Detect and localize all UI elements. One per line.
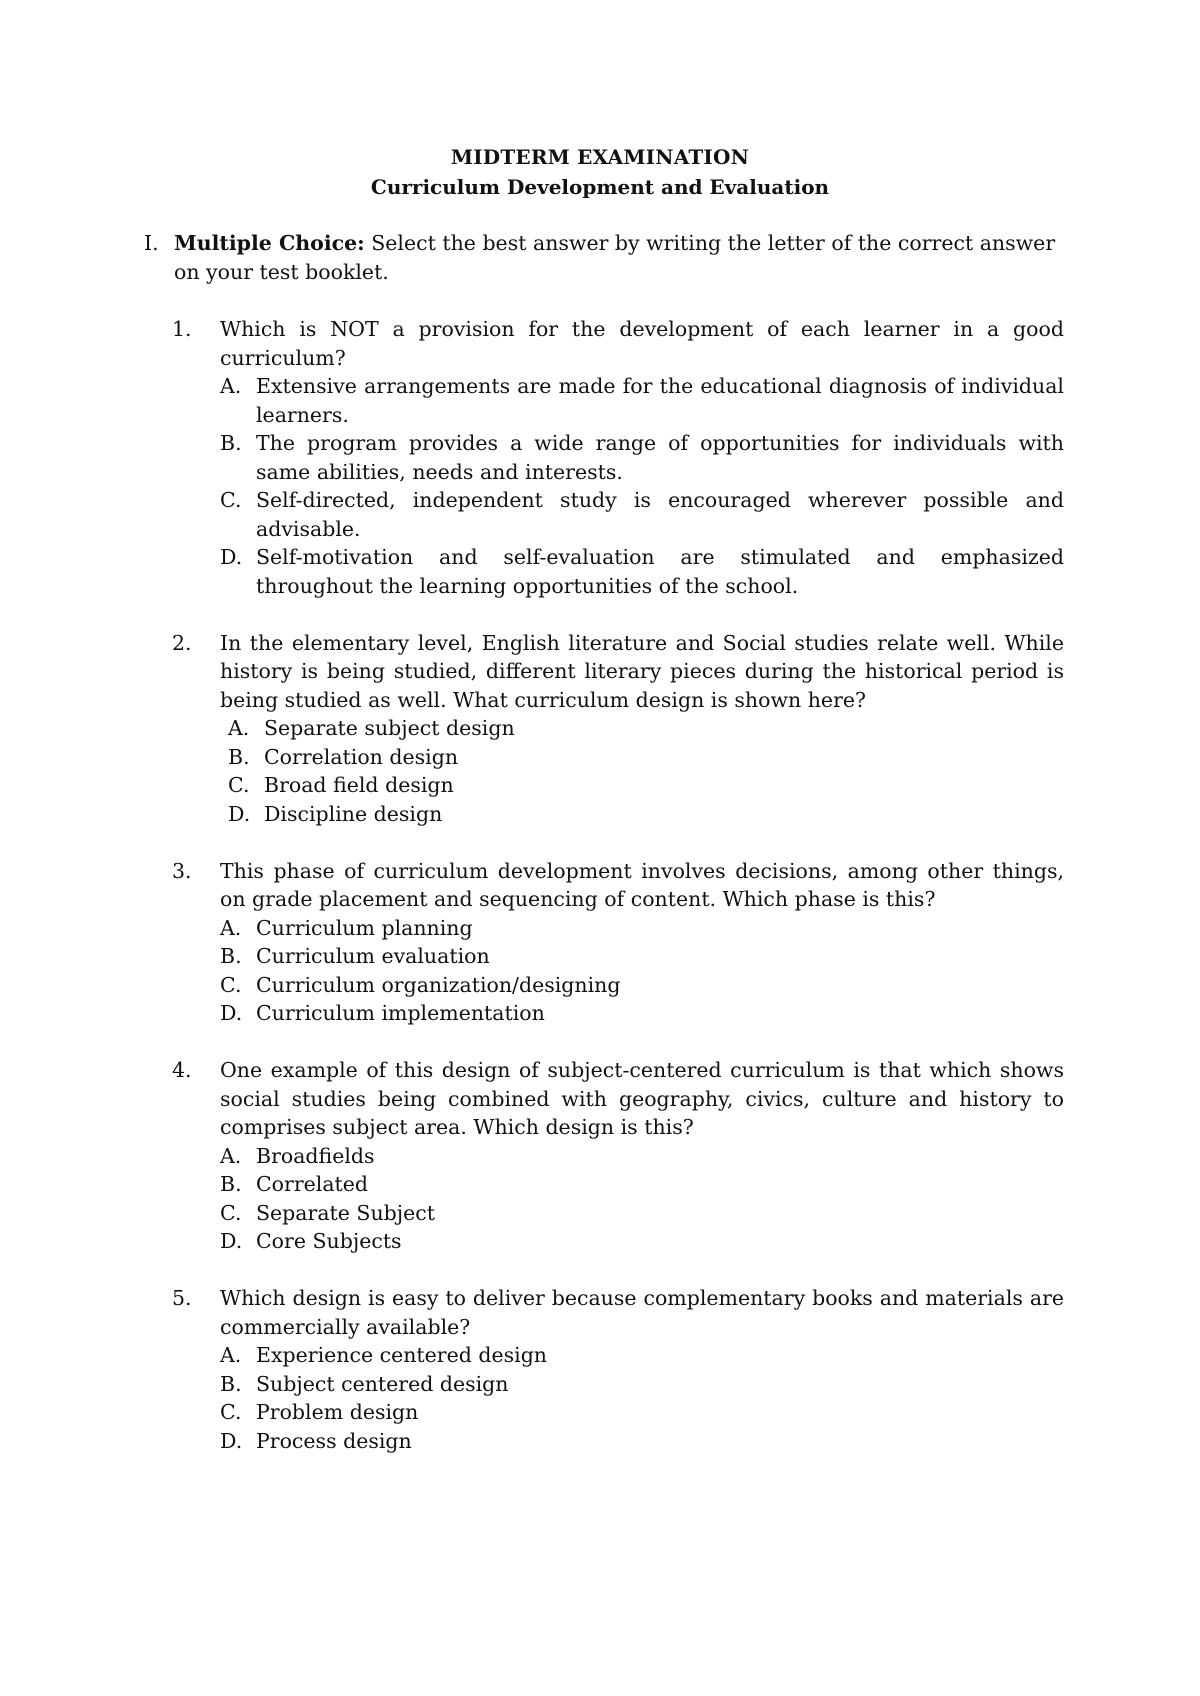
option-text: The program provides a wide range of opportunities for individuals with same abilities, needs and interests. — [256, 431, 1064, 484]
option-d — [220, 999, 1064, 1028]
option-letter: A. — [220, 1143, 242, 1168]
option-a — [220, 1142, 1064, 1171]
exam-subtitle: Curriculum Development and Evaluation — [370, 175, 830, 199]
option-text: Broadfields — [256, 1143, 375, 1168]
section-instructions — [144, 229, 1064, 286]
option-d — [220, 800, 1064, 829]
question-list — [172, 315, 1064, 1484]
option-text: Correlation design — [264, 744, 459, 769]
option-letter: C. — [220, 1400, 242, 1424]
question-number: 1. — [172, 317, 192, 341]
option-text: Correlated — [256, 1172, 369, 1196]
option-text: Process design — [256, 1428, 412, 1453]
option-letter: C. — [228, 773, 250, 797]
option-letter: C. — [220, 972, 242, 997]
option-a — [220, 914, 1064, 943]
option-text: Separate Subject — [256, 1200, 436, 1225]
option-letter: B. — [220, 1371, 242, 1396]
option-b — [220, 429, 1064, 486]
option-letter: D. — [220, 1229, 243, 1253]
question-1 — [172, 315, 1064, 600]
option-letter: D. — [220, 545, 243, 569]
option-letter: D. — [228, 801, 251, 826]
section-instructions-text: Select the best answer by writing the letter of the correct answer on your test booklet. — [174, 231, 1056, 284]
option-d — [220, 1427, 1064, 1456]
option-text: Broad field design — [264, 773, 454, 797]
option-letter: D. — [220, 1428, 243, 1453]
question-4 — [172, 1056, 1064, 1256]
question-2 — [172, 629, 1064, 829]
question-number: 2. — [172, 630, 192, 655]
question-text: This phase of curriculum development involves decisions, among other things, on grade placement and sequencing of content. Which phase is this? — [220, 858, 1064, 911]
option-a — [220, 372, 1064, 429]
exam-header — [0, 142, 1200, 202]
option-text: Curriculum planning — [256, 915, 473, 940]
option-letter: B. — [228, 744, 250, 769]
option-d — [220, 543, 1064, 600]
question-text: Which design is easy to deliver because complementary books and materials are commercially available? — [220, 1286, 1064, 1339]
option-d — [220, 1227, 1064, 1256]
option-c — [220, 486, 1064, 543]
option-text: Experience centered design — [256, 1343, 548, 1367]
option-text: Subject centered design — [256, 1371, 509, 1396]
option-text: Problem design — [256, 1400, 419, 1424]
option-text: Curriculum evaluation — [256, 944, 490, 968]
question-text: One example of this design of subject-centered curriculum is that which shows social studies being combined with geography, civics, culture and history to comprises subject area. Which design is this? — [220, 1058, 1064, 1139]
option-letter: B. — [220, 431, 242, 455]
option-c — [220, 1199, 1064, 1228]
option-letter: D. — [220, 1001, 243, 1025]
option-b — [220, 1370, 1064, 1399]
question-3 — [172, 857, 1064, 1028]
option-letter: A. — [220, 374, 242, 398]
option-text: Discipline design — [264, 801, 443, 826]
option-text: Curriculum implementation — [256, 1001, 545, 1025]
option-letter: C. — [220, 488, 242, 512]
option-letter: B. — [220, 1172, 242, 1196]
question-number: 3. — [172, 858, 192, 883]
option-b — [220, 743, 1064, 772]
question-5 — [172, 1284, 1064, 1455]
option-letter: B. — [220, 944, 242, 968]
question-number: 4. — [172, 1058, 192, 1082]
option-c — [220, 1398, 1064, 1427]
option-text: Separate subject design — [264, 716, 515, 740]
option-a — [220, 1341, 1064, 1370]
option-c — [220, 971, 1064, 1000]
option-text: Extensive arrangements are made for the educational diagnosis of individual learners. — [256, 374, 1064, 427]
section-label: Multiple Choice: — [174, 231, 365, 255]
question-text: In the elementary level, English literature and Social studies relate well. While history is being studied, different literary pieces during the historical period is being studied as well. What curriculum design is shown here? — [220, 630, 1064, 712]
option-letter: A. — [228, 716, 250, 740]
option-letter: A. — [220, 1343, 242, 1367]
option-c — [220, 771, 1064, 800]
option-b — [220, 1170, 1064, 1199]
option-b — [220, 942, 1064, 971]
question-number: 5. — [172, 1286, 192, 1310]
question-text: Which is NOT a provision for the development of each learner in a good curriculum? — [220, 317, 1064, 370]
option-text: Self-directed, independent study is encouraged wherever possible and advisable. — [256, 488, 1064, 541]
option-text: Self-motivation and self-evaluation are stimulated and emphasized throughout the learning opportunities of the school. — [256, 545, 1064, 598]
option-letter: A. — [220, 915, 242, 940]
option-letter: C. — [220, 1200, 242, 1225]
option-a — [220, 714, 1064, 743]
option-text: Curriculum organization/designing — [256, 972, 621, 997]
option-text: Core Subjects — [256, 1229, 402, 1253]
exam-title: MIDTERM EXAMINATION — [450, 145, 750, 169]
section-numeral: I. — [144, 231, 159, 255]
